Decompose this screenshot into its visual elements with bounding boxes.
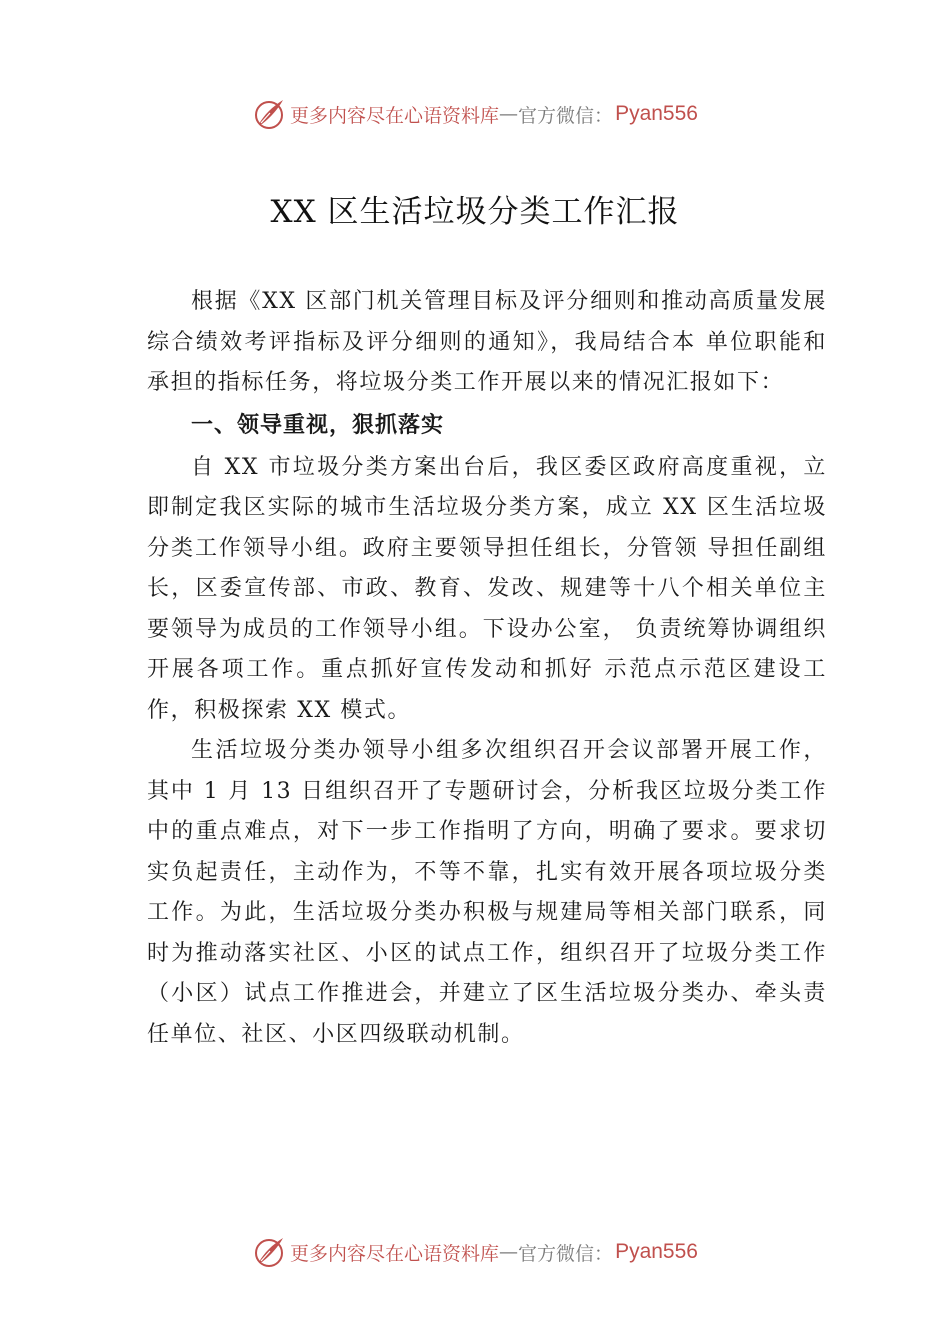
intro-paragraph: 根据《XX 区部门机关管理目标及评分细则和推动高质量发展综合绩效考评指标及评分细则的通知》，我局结合本 单位职能和承担的指标任务，将垃圾分类工作开展以来的情况汇报如下： bbox=[147, 289, 827, 395]
footer-banner bbox=[0, 1232, 950, 1272]
banner-official-label: 官方微信： bbox=[518, 1242, 614, 1265]
header-banner bbox=[0, 94, 950, 134]
quill-pen-logo-icon bbox=[252, 97, 286, 131]
banner-separator: — bbox=[499, 103, 519, 125]
banner-official-label: 官方微信： bbox=[518, 104, 614, 127]
body-paragraph-1: 自 XX 市垃圾分类方案出台后，我区委区政府高度重视，立即制定我区实际的城市生活垃圾分类方案，成立 XX 区生活垃圾分类工作领导小组。政府主要领导担任组长，分管领 导担任副组长，区委宣传部、市政、教育、发改、规建等十八个相关单位主要领导为成员的工作领导小组。下设办公室， 负责统筹协调组织开展各项工作。重点抓好宣传发动和抓好 示范点示范区建设工作，积极探索 XX 模式。 bbox=[147, 454, 827, 723]
quill-pen-logo-icon bbox=[252, 1235, 286, 1269]
banner-main-text: 更多内容尽在心语资料库 bbox=[290, 104, 500, 127]
document-title: XX 区生活垃圾分类工作汇报 bbox=[270, 194, 680, 230]
document-body bbox=[147, 282, 827, 1055]
banner-wechat-id: Pyan556 bbox=[615, 1240, 698, 1263]
banner-main-text: 更多内容尽在心语资料库 bbox=[290, 1242, 500, 1265]
section-heading: 一、领导重视，狠抓落实 bbox=[191, 412, 445, 438]
banner-separator: — bbox=[499, 1241, 519, 1263]
body-paragraph-2: 生活垃圾分类办领导小组多次组织召开会议部署开展工作，其中 1 月 13 日组织召开了专题研讨会，分析我区垃圾分类工作中的重点难点，对下一步工作指明了方向，明确了要求。要求切实负起责任，主动作为，不等不靠，扎实有效开展各项垃圾分类工作。为此，生活垃圾分类办积极与规建局等相关部门联系，同时为推动落实社区、小区的试点工作，组织召开了垃圾分类工作（小区）试点工作推进会，并建立了区生活垃圾分类办、牵头责任单位、社区、小区四级联动机制。 bbox=[147, 738, 827, 1047]
banner-wechat-id: Pyan556 bbox=[615, 102, 698, 125]
